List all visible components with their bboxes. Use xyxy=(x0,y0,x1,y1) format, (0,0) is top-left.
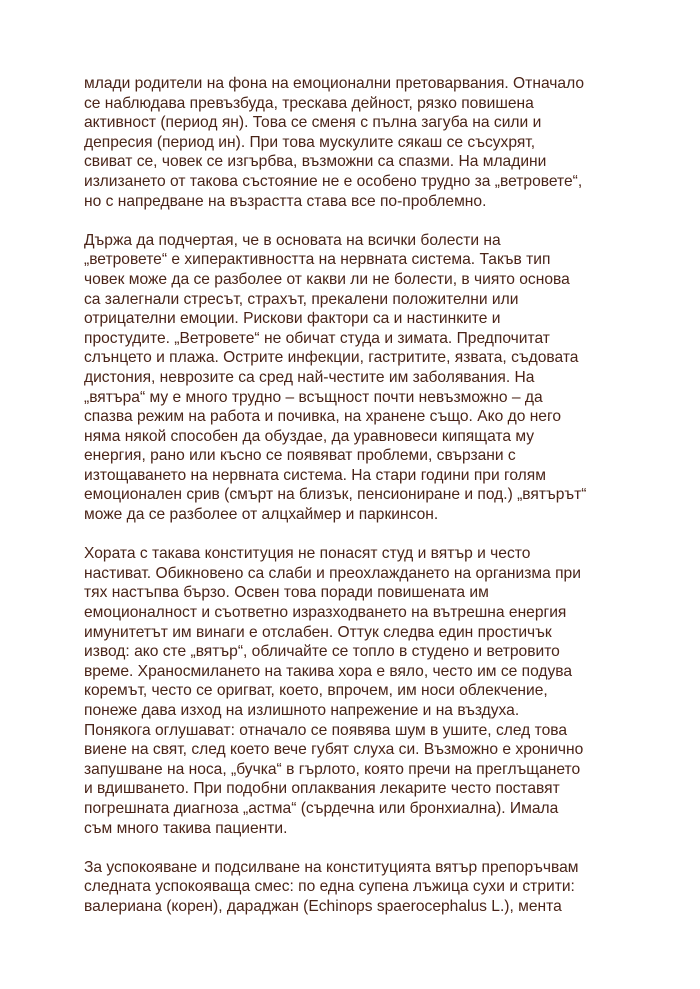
text-line: но с напредване на възрастта става все по-проблемно. xyxy=(84,192,487,210)
document-body xyxy=(84,74,644,936)
text-line: Хората с такава конституция не понасят студ и вятър и често xyxy=(84,545,531,563)
text-line: млади родители на фона на емоционални претоварвания. Отначало xyxy=(84,75,585,92)
text-line: понеже дава изход на излишното напрежение и на въздуха. xyxy=(84,702,520,719)
text-line: се наблюдава превъзбуда, трескава дейност, рязко повишена xyxy=(84,94,534,112)
text-line: емоционален срив (смърт на близък, пенсиониране и под.) „вятърът“ xyxy=(84,486,587,504)
paragraph-2 xyxy=(84,231,644,525)
text-line: Държа да подчертая, че в основата на всички болести на xyxy=(84,231,501,249)
text-line: енергия, рано или късно се появяват проблеми, свързани с xyxy=(84,447,516,465)
text-line: следната успокояваща смес: по една супена лъжица сухи и стрити: xyxy=(84,878,575,896)
text-line: За успокояване и подсилване на конституцията вятър препоръчвам xyxy=(84,858,579,876)
paragraph-4 xyxy=(84,858,644,917)
text-line: тях настъпва бързо. Освен това поради повишената им xyxy=(84,584,489,602)
text-line: може да се разболее от алцхаймер и паркинсон. xyxy=(84,506,439,524)
text-line: са залегнали стресът, страхът, прекалени положителни или xyxy=(84,290,519,308)
text-line: отрицателни емоции. Рискови фактори са и настинките и xyxy=(84,310,501,328)
text-line: спазва режим на работа и почивка, на хранене също. Ако до него xyxy=(84,408,562,426)
text-line: Понякога оглушават: отначало се появява шум в ушите, след това xyxy=(84,721,568,739)
text-line: излизането от такова състояние не е особено трудно за „ветровете“, xyxy=(84,172,583,190)
text-line: време. Храносмилането на такива хора е вяло, често им се подува xyxy=(84,662,573,680)
text-line: депресия (период ин). При това мускулите сякаш се съсухрят, xyxy=(84,133,536,151)
text-line: и вдишването. При подобни оплаквания лекарите често поставят xyxy=(84,780,560,798)
text-line: активност (период ян). Това се сменя с пълна загуба на сили и xyxy=(84,114,542,132)
text-line: „ветровете“ е хиперактивността на нервната система. Такъв тип xyxy=(84,251,551,269)
text-line: слънцето и плажа. Острите инфекции, гастритите, язвата, съдовата xyxy=(84,349,579,367)
text-line: настиват. Обикновено са слаби и преохлаждането на организма при xyxy=(84,564,581,582)
text-line: изтощаването на нервната система. На стари години при голям xyxy=(84,466,546,484)
text-line: извод: ако сте „вятър“, обличайте се топло в студено и ветровито xyxy=(84,643,560,661)
text-line: емоционалност и съответно изразходването на вътрешна енергия xyxy=(84,604,567,622)
text-line: виене на свят, след което вече губят слуха си. Възможно е хронично xyxy=(84,741,584,759)
text-line: погрешната диагноза „астма“ (сърдечна или бронхиална). Имала xyxy=(84,799,559,817)
paragraph-1 xyxy=(84,74,644,211)
text-line: простудите. „Ветровете“ не обичат студа и зимата. Предпочитат xyxy=(84,329,550,347)
text-line: „вятъра“ му е много трудно – всъщност почти невъзможно – да xyxy=(84,388,543,406)
text-line: коремът, често се оригват, което, впрочем, им носи облекчение, xyxy=(84,682,548,700)
text-line: човек може да се разболее от какви ли не болести, в чиято основа xyxy=(84,270,570,288)
text-line: съм много такива пациенти. xyxy=(84,819,288,837)
text-line: дистония, неврозите са сред най-честите им заболявания. На xyxy=(84,368,535,386)
paragraph-3 xyxy=(84,544,644,838)
text-line: валериана (корен), дараджан (Echinops spaerocephalus L.), мента xyxy=(84,897,562,915)
text-line: имунитетът им винаги е отслабен. Оттук следва един простичък xyxy=(84,623,552,641)
text-line: няма някой способен да обуздае, да уравновеси кипящата му xyxy=(84,427,535,445)
text-line: свиват се, човек се изгърбва, възможни са спазми. На младини xyxy=(84,153,547,171)
text-line: запушване на носа, „бучка“ в гърлото, която пречи на преглъщането xyxy=(84,760,581,778)
